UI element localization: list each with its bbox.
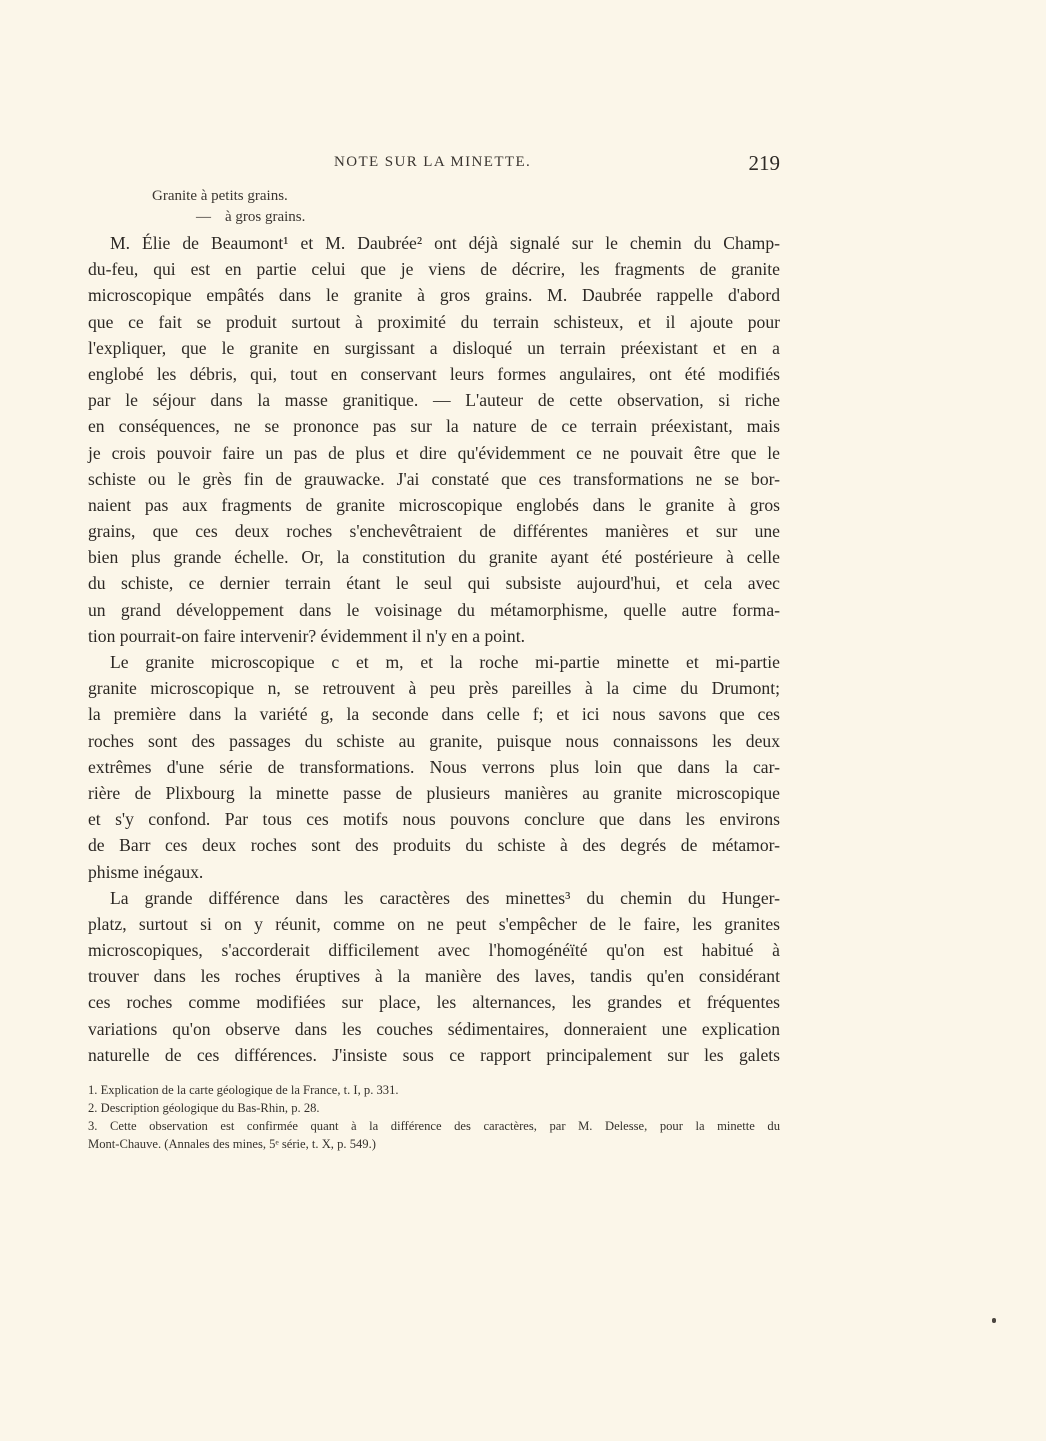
body-line: M. Élie de Beaumont¹ et M. Daubrée² ont déjà signalé sur le chemin du Champ- [110, 233, 780, 253]
body-line: microscopiques, s'accorderait difficilement avec l'homogénéïté qu'on est habitué à [88, 940, 780, 961]
rock-type-line-2-text: à gros grains. [225, 209, 306, 225]
body-text [88, 230, 780, 1068]
body-line: par le séjour dans la masse granitique. — L'auteur de cette observation, si riche [88, 390, 780, 411]
rock-type-line-2 [152, 207, 305, 228]
body-line: que ce fait se produit surtout à proximité du terrain schisteux, et il ajoute pour [88, 311, 780, 332]
body-line: je crois pouvoir faire un pas de plus et dire qu'évidemment ce ne pouvait être que le [88, 442, 780, 463]
body-line: du-feu, qui est en partie celui que je viens de décrire, les fragments de granite [88, 259, 780, 280]
body-line: l'expliquer, que le granite en surgissant a disloqué un terrain préexistant et en a [88, 337, 780, 358]
running-title: NOTE SUR LA MINETTE. [334, 154, 532, 170]
body-line: un grand développement dans le voisinage du métamorphisme, quelle autre forma- [88, 599, 780, 620]
body-line: la première dans la variété g, la seconde dans celle f; et ici nous savons que ces [88, 704, 780, 725]
body-line: schiste ou le grès fin de grauwacke. J'ai constaté que ces transformations ne se bor- [88, 468, 780, 489]
footnote-1: 1. Explication de la carte géologique de la France, t. I, p. 331. [88, 1083, 399, 1097]
rock-type-line-1: Granite à petits grains. [152, 188, 288, 204]
body-line: trouver dans les roches éruptives à la manière des laves, tandis qu'en considérant [88, 966, 780, 987]
body-line: naturelle de ces différences. J'insiste sous ce rapport principalement sur les galets [88, 1044, 780, 1065]
body-line: granite microscopique n, se retrouvent à peu près pareilles à la cime du Drumont; [88, 678, 780, 699]
footnote-2: 2. Description géologique du Bas-Rhin, p. 28. [88, 1101, 320, 1115]
body-line: ces roches comme modifiées sur place, les alternances, les grandes et fréquentes [88, 992, 780, 1013]
body-line: bien plus grande échelle. Or, la constitution du granite ayant été postérieure à celle [88, 547, 780, 568]
body-line: grains, que ces deux roches s'enchevêtraient de différentes manières et sur une [88, 521, 780, 542]
body-line: tion pourrait-on faire intervenir? évidemment il n'y en a point. [88, 625, 526, 646]
ditto-dash: — [196, 209, 211, 225]
body-line: rière de Plixbourg la minette passe de plusieurs manières au granite microscopique [88, 782, 780, 803]
ink-speck [992, 1318, 996, 1323]
body-line: englobé les débris, qui, tout en conservant leurs formes angulaires, ont été modifiés [88, 363, 780, 384]
footnotes [88, 1081, 780, 1153]
body-line: platz, surtout si on y réunit, comme on ne peut s'empêcher de le faire, les granites [88, 913, 780, 934]
body-line: phisme inégaux. [88, 861, 204, 882]
body-line: en conséquences, ne se prononce pas sur la nature de ce terrain préexistant, mais [88, 416, 780, 437]
body-line: roches sont des passages du schiste au granite, puisque nous connaissons les deux [88, 730, 780, 751]
body-line: La grande différence dans les caractères des minettes³ du chemin du Hunger- [110, 887, 780, 908]
body-line: microscopique empâtés dans le granite à gros grains. M. Daubrée rappelle d'abord [88, 285, 780, 306]
body-line: Le granite microscopique c et m, et la roche mi-partie minette et mi-partie [110, 652, 780, 672]
body-line: variations qu'on observe dans les couches sédimentaires, donneraient une explication [88, 1018, 780, 1039]
running-head [88, 151, 780, 178]
body-line: de Barr ces deux roches sont des produits du schiste à des degrés de métamor- [88, 835, 780, 856]
body-line: naient pas aux fragments de granite microscopique englobés dans le granite à gros [88, 494, 780, 515]
footnote-3-continued: Mont-Chauve. (Annales des mines, 5ᵉ série, t. X, p. 549.) [88, 1137, 376, 1151]
rock-type-list [152, 186, 305, 228]
body-line: extrêmes d'une série de transformations. Nous verrons plus loin que dans la car- [88, 756, 780, 777]
footnote-3: 3. Cette observation est confirmée quant à la différence des caractères, par M. Delesse, pour la minette du [88, 1119, 780, 1133]
body-line: et s'y confond. Par tous ces motifs nous pouvons conclure que dans les environs [88, 809, 780, 830]
body-line: du schiste, ce dernier terrain étant le seul qui subsiste aujourd'hui, et cela avec [88, 573, 780, 594]
page-number: 219 [748, 151, 780, 175]
